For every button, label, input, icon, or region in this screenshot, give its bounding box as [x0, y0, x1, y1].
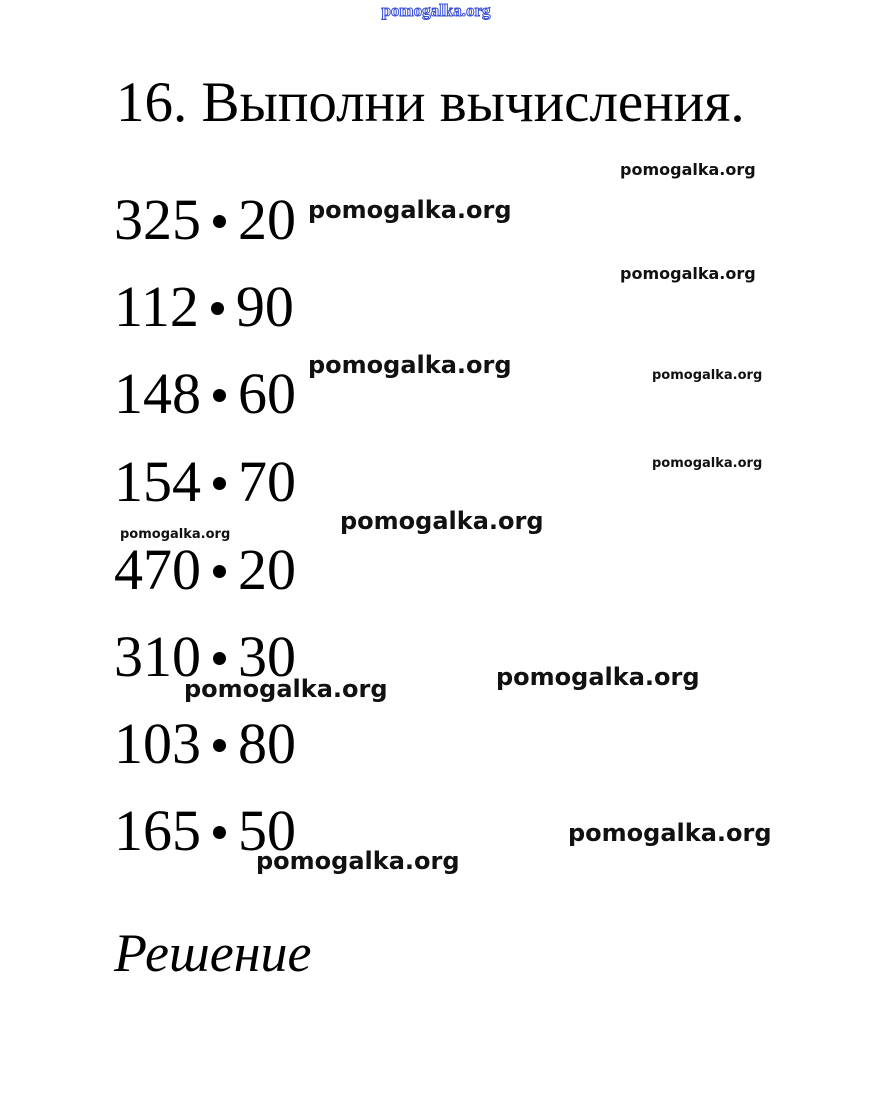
- operand-a: 310: [114, 624, 201, 689]
- solution-heading: Решение: [114, 923, 312, 983]
- multiply-dot-icon: [213, 797, 226, 857]
- operand-a: 148: [114, 361, 201, 426]
- multiply-dot-icon: [213, 536, 226, 596]
- exercise-title: 16. Выполни вычисления.: [116, 71, 745, 134]
- multiply-dot-icon: [213, 710, 226, 770]
- watermark: pomogalka.org: [652, 456, 763, 471]
- watermark: pomogalka.org: [652, 368, 763, 383]
- expression-row: [114, 449, 296, 514]
- expression-row: [114, 537, 296, 602]
- watermark: pomogalka.org: [308, 351, 512, 379]
- expression-row: [114, 187, 296, 252]
- multiply-dot-icon: [213, 360, 226, 420]
- watermark: pomogalka.org: [184, 675, 388, 703]
- operand-a: 470: [114, 537, 201, 602]
- operand-b: 20: [238, 537, 296, 602]
- watermark: pomogalka.org: [340, 507, 544, 535]
- operand-b: 70: [238, 449, 296, 514]
- operand-b: 20: [238, 187, 296, 252]
- operand-a: 325: [114, 187, 201, 252]
- expression-row: [114, 711, 296, 776]
- watermark: pomogalka.org: [120, 527, 231, 542]
- watermark: pomogalka.org: [308, 196, 512, 224]
- operand-b: 60: [238, 361, 296, 426]
- operand-b: 90: [235, 274, 294, 339]
- watermark: pomogalka.org: [256, 847, 460, 875]
- expression-row: [114, 361, 296, 426]
- watermark: pomogalka.org: [496, 663, 700, 691]
- multiply-dot-icon: [213, 186, 226, 246]
- operand-b: 30: [238, 624, 296, 689]
- operand-a: 165: [114, 798, 201, 863]
- watermark: pomogalka.org: [620, 264, 756, 283]
- expression-row: [114, 274, 294, 339]
- top-watermark: pomogalka.org: [381, 1, 491, 20]
- watermark: pomogalka.org: [620, 160, 756, 179]
- multiply-dot-icon: [213, 623, 226, 683]
- operand-b: 80: [238, 711, 296, 776]
- operand-a: 103: [114, 711, 201, 776]
- operand-b: 50: [238, 798, 296, 863]
- watermark: pomogalka.org: [568, 819, 772, 847]
- multiply-dot-icon: [213, 448, 226, 508]
- operand-a: 112: [114, 274, 199, 339]
- multiply-dot-icon: [211, 273, 224, 333]
- operand-a: 154: [114, 449, 201, 514]
